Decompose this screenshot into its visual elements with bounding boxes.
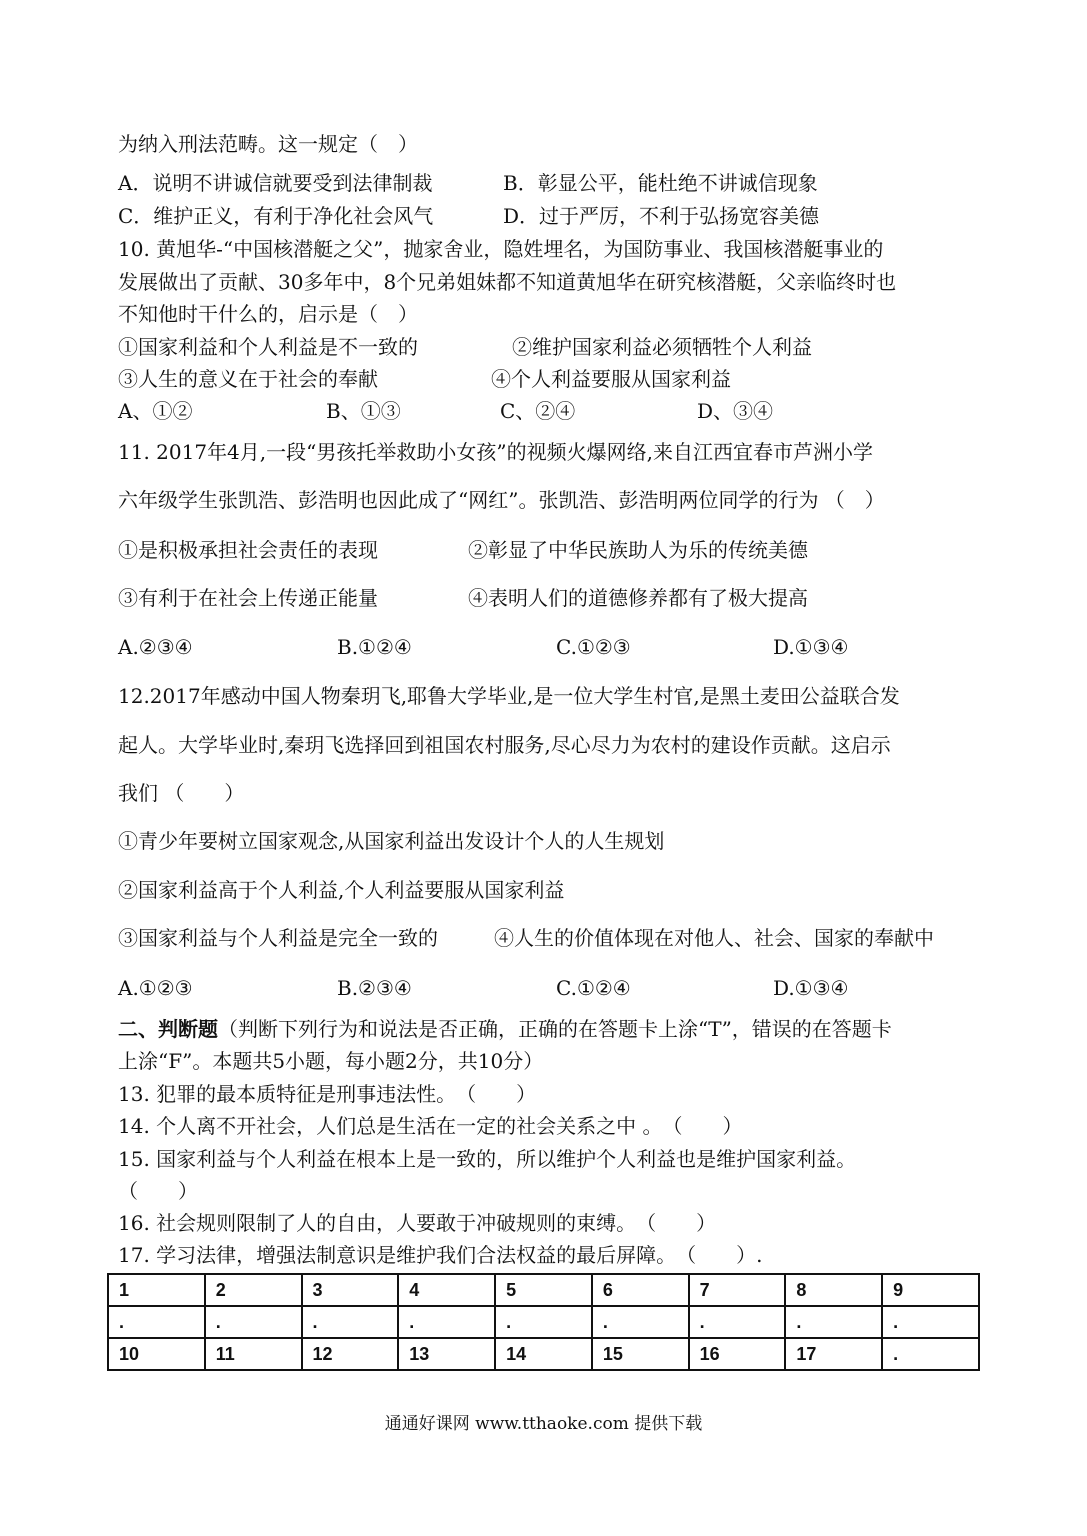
- answer-cell: 12: [302, 1338, 399, 1370]
- q11-line-1: 11. 2017年4月,一段“男孩托举救助小女孩”的视频火爆网络,来自江西宜春市芦洲小学: [118, 440, 873, 464]
- q11-option-c: C.①②③: [556, 635, 631, 659]
- q12-item-3: ③国家利益与个人利益是完全一致的: [118, 926, 438, 950]
- answer-cell: 1: [108, 1274, 205, 1306]
- answer-row-numbers-1: [108, 1274, 979, 1306]
- q10-option-a: A、①②: [118, 399, 193, 423]
- q12-option-d: D.①③④: [773, 976, 849, 1000]
- answer-blank-cell[interactable]: .: [108, 1306, 205, 1338]
- answer-row-blank: [108, 1306, 979, 1338]
- answer-blank-cell[interactable]: .: [689, 1306, 786, 1338]
- q11-item-2: ②彰显了中华民族助人为乐的传统美德: [468, 538, 808, 562]
- answer-cell: 6: [592, 1274, 689, 1306]
- q12-item-4: ④人生的价值体现在对他人、社会、国家的奉献中: [494, 926, 934, 950]
- answer-cell: 14: [495, 1338, 592, 1370]
- q11-option-a: A.②③④: [118, 635, 193, 659]
- q13-statement: 13. 犯罪的最本质特征是刑事违法性。 （ ）: [118, 1082, 537, 1106]
- q11-option-d: D.①③④: [773, 635, 849, 659]
- answer-cell: 5: [495, 1274, 592, 1306]
- q10-line-1: 10. 黄旭华-“中国核潜艇之父”，抛家舍业，隐姓埋名，为国防事业、我国核潜艇事业的: [118, 237, 884, 261]
- answer-cell: 17: [785, 1338, 882, 1370]
- q10-line-3: 不知他时干什么的，启示是（ ）: [118, 302, 418, 326]
- q11-option-b: B.①②④: [337, 635, 412, 659]
- q11-line-2: 六年级学生张凯浩、彭浩明也因此成了“网红”。张凯浩、彭浩明两位同学的行为 （ ）: [118, 488, 885, 512]
- q15-bracket: （ ）: [118, 1179, 198, 1203]
- q15-statement: 15. 国家利益与个人利益在根本上是一致的，所以维护个人利益也是维护国家利益。: [118, 1147, 857, 1171]
- q11-item-3: ③有利于在社会上传递正能量: [118, 586, 378, 610]
- answer-blank-cell[interactable]: .: [398, 1306, 495, 1338]
- q9-option-b: B．彰显公平，能杜绝不讲诚信现象: [503, 171, 818, 195]
- answer-cell: 11: [205, 1338, 302, 1370]
- q12-option-a: A.①②③: [118, 976, 193, 1000]
- answer-table: [107, 1273, 980, 1371]
- page-footer: 通通好课网 www.tthaoke.com 提供下载: [384, 1414, 703, 1434]
- q10-option-c: C、②④: [500, 399, 576, 423]
- answer-cell: 10: [108, 1338, 205, 1370]
- answer-cell: 7: [689, 1274, 786, 1306]
- q10-item-2: ②维护国家利益必须牺牲个人利益: [512, 335, 812, 359]
- q12-line-1: 12.2017年感动中国人物秦玥飞,耶鲁大学毕业,是一位大学生村官,是黑土麦田公益联合发: [118, 684, 900, 708]
- q10-item-1: ①国家利益和个人利益是不一致的: [118, 335, 418, 359]
- section2-instructions-2: 上涂“F”。本题共5小题，每小题2分，共10分）: [118, 1049, 544, 1073]
- answer-cell: 13: [398, 1338, 495, 1370]
- q14-statement: 14. 个人离不开社会，人们总是生活在一定的社会关系之中 。 （ ）: [118, 1114, 743, 1138]
- answer-cell: 8: [785, 1274, 882, 1306]
- q12-item-1: ①青少年要树立国家观念,从国家利益出发设计个人的人生规划: [118, 829, 665, 853]
- answer-cell: .: [882, 1338, 979, 1370]
- q10-option-b: B、①③: [326, 399, 401, 423]
- answer-blank-cell[interactable]: .: [882, 1306, 979, 1338]
- q12-line-2: 起人。大学毕业时,秦玥飞选择回到祖国农村服务,尽心尽力为农村的建设作贡献。这启示: [118, 733, 891, 757]
- q16-statement: 16. 社会规则限制了人的自由，人要敢于冲破规则的束缚。 （ ）: [118, 1211, 717, 1235]
- q10-line-2: 发展做出了贡献、30多年中，8个兄弟姐妹都不知道黄旭华在研究核潜艇，父亲临终时也: [118, 270, 897, 294]
- q11-item-1: ①是积极承担社会责任的表现: [118, 538, 378, 562]
- answer-cell: 9: [882, 1274, 979, 1306]
- q17-statement: 17. 学习法律，增强法制意识是维护我们合法权益的最后屏障。 （ ）.: [118, 1243, 763, 1267]
- q10-option-d: D、③④: [697, 399, 774, 423]
- answer-blank-cell[interactable]: .: [592, 1306, 689, 1338]
- q10-item-4: ④个人利益要服从国家利益: [491, 367, 731, 391]
- q9-option-c: C．维护正义，有利于净化社会风气: [118, 204, 434, 228]
- answer-row-numbers-2: [108, 1338, 979, 1370]
- q9-option-d: D．过于严厉，不利于弘扬宽容美德: [503, 204, 820, 228]
- answer-cell: 16: [689, 1338, 786, 1370]
- section2-heading: 二、判断题: [118, 1017, 218, 1041]
- q12-line-3: 我们 （ ）: [118, 781, 245, 805]
- q9-stem-end: 为纳入刑法范畴。这一规定（ ）: [118, 132, 418, 156]
- answer-blank-cell[interactable]: .: [495, 1306, 592, 1338]
- section2-instr-part1: （判断下列行为和说法是否正确，正确的在答题卡上涂“T”，错误的在答题卡: [218, 1017, 892, 1041]
- answer-blank-cell[interactable]: .: [785, 1306, 882, 1338]
- q12-option-b: B.②③④: [337, 976, 412, 1000]
- answer-blank-cell[interactable]: .: [302, 1306, 399, 1338]
- q9-option-a: A．说明不讲诚信就要受到法律制裁: [118, 171, 433, 195]
- q12-option-c: C.①②④: [556, 976, 631, 1000]
- answer-blank-cell[interactable]: .: [205, 1306, 302, 1338]
- q10-item-3: ③人生的意义在于社会的奉献: [118, 367, 378, 391]
- answer-cell: 2: [205, 1274, 302, 1306]
- answer-cell: 3: [302, 1274, 399, 1306]
- answer-cell: 15: [592, 1338, 689, 1370]
- q11-item-4: ④表明人们的道德修养都有了极大提高: [468, 586, 808, 610]
- section2-instructions-1: [118, 1016, 892, 1042]
- q12-item-2: ②国家利益高于个人利益,个人利益要服从国家利益: [118, 878, 565, 902]
- answer-cell: 4: [398, 1274, 495, 1306]
